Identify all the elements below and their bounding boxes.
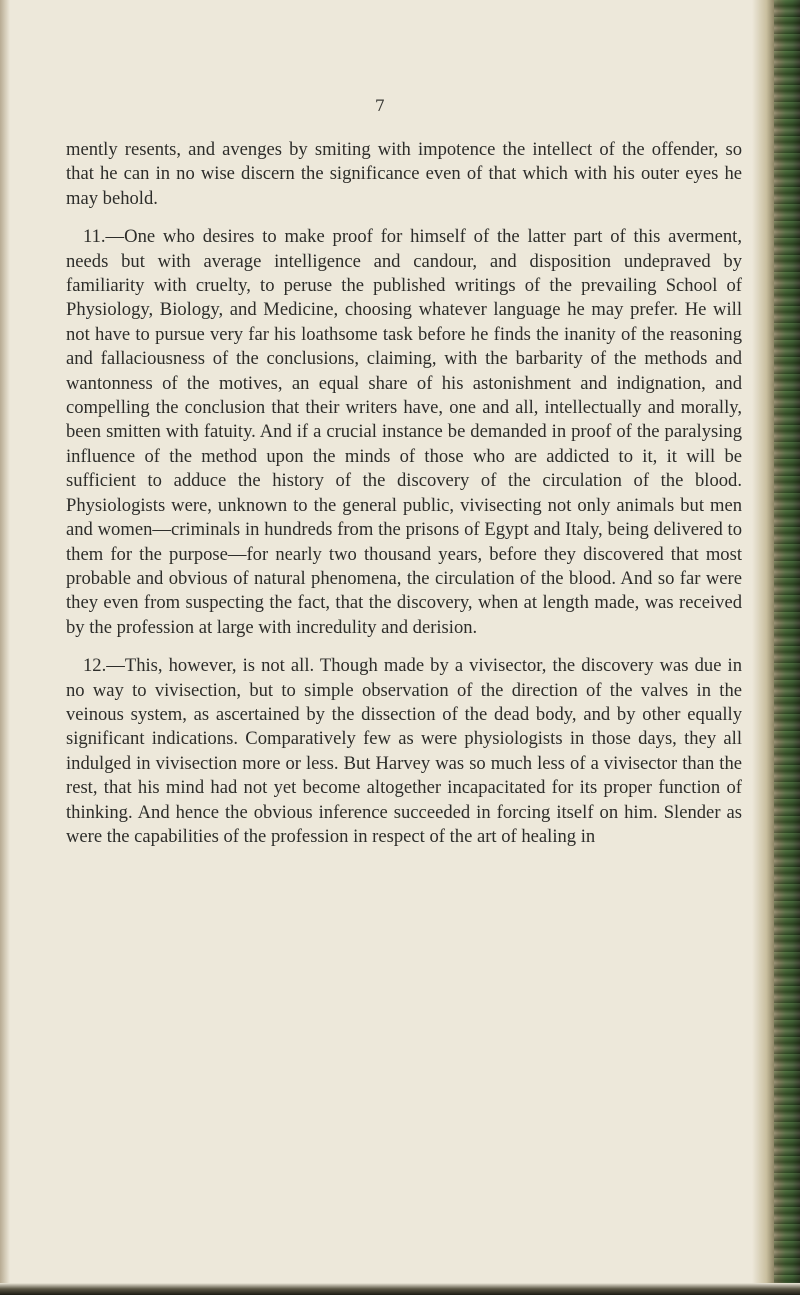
page-bottom-edge-shadow xyxy=(0,1283,800,1295)
page-body-text xyxy=(66,138,742,849)
page-gutter-shadow xyxy=(0,0,10,1295)
page-number: 7 xyxy=(374,96,386,115)
marbled-cover-texture xyxy=(774,0,800,1295)
paragraph-section-11: 11.—One who desires to make proof for himself of the latter part of this averment, needs but with average intelligence and candour, and disposition undepraved by familiarity with cruelty, to peruse the published writings of the prevailing School of Physiology, Biology, and Medicine, choosing whatever language he may prefer. He will not have to pursue very far his loathsome task before he finds the inanity of the reasoning and fallaciousness of the conclusions, claiming, with the barbarity of the methods and wantonness of the motives, an equal share of his astonishment and indignation, and compelling the conclusion that their writers have, one and all, intellectually and morally, been smitten with fatuity. And if a crucial instance be demanded in proof of the paralysing influence of the method upon the minds of those who are addicted to it, it will be sufficient to adduce the history of the discovery of the circulation of the blood. Physiologists were, unknown to the general public, vivisecting not only animals but men and women—criminals in hundreds from the prisons of Egypt and Italy, being delivered to them for the purpose—for nearly two thousand years, before they discovered that most probable and obvious of natural phenomena, the circulation of the blood. And so far were they even from suspecting the fact, that the discovery, when at length made, was received by the profession at large with incredulity and derision. xyxy=(66,226,742,638)
paragraph-continuation: mently resents, and avenges by smiting with impotence the intellect of the offender, so that he can in no wise discern the significance even of that which with his outer eyes he may behold. xyxy=(66,139,742,209)
paragraph-section-12: 12.—This, however, is not all. Though made by a vivisector, the discovery was due in no way to vivisection, but to simple observation of the direction of the valves in the veinous system, as ascertained by the dissection of the dead body, and by other equally significant indications. Comparatively few as were physiologists in those days, they all indulged in vivisection more or less. But Harvey was so much less of a vivisector than the rest, that his mind had not yet become altogether incapacitated for its proper function of thinking. And hence the obvious inference succeeded in forcing itself on him. Slender as were the capabilities of the profession in respect of the art of healing in xyxy=(66,655,742,847)
book-cover-edge xyxy=(752,0,800,1295)
